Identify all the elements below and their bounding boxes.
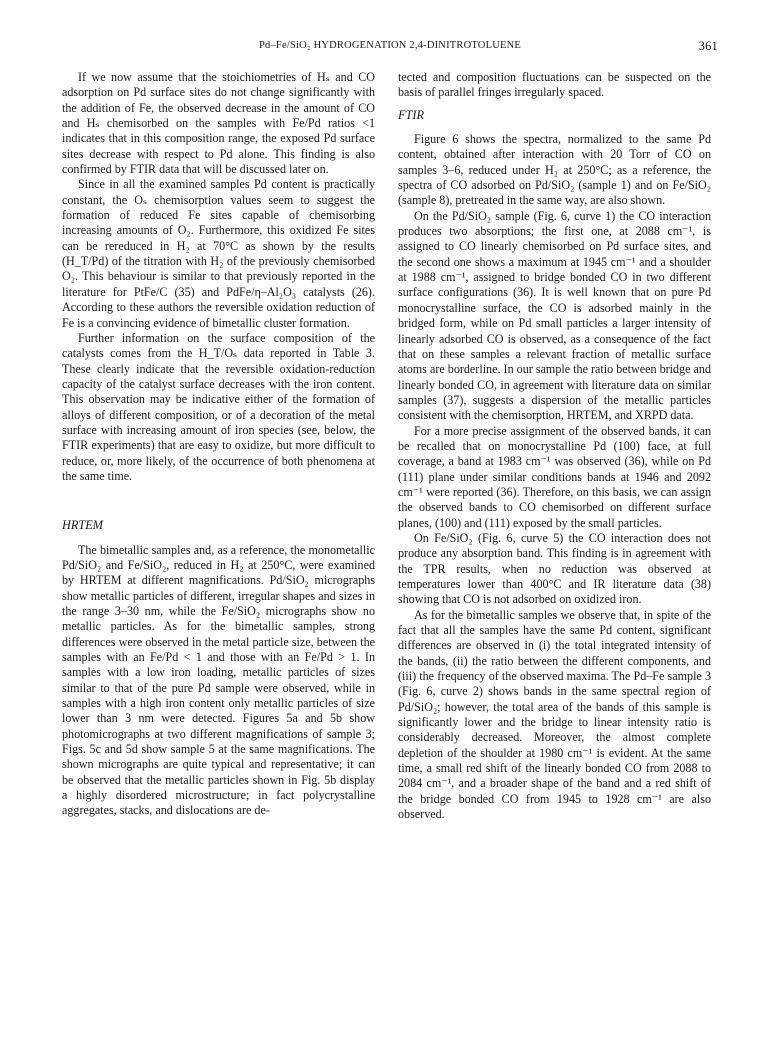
paragraph: Figure 6 shows the spectra, normalized to the same Pd content, obtained after interaction with 20 Torr of CO on samples 3–6, reduced under H₂ at 250°C; as a reference, the spectra of CO adsorbed on Pd/SiO₂ (sample 1) and on Fe/SiO₂ (sample 8), pretreated in the same way, are also shown. — [398, 132, 711, 208]
paragraph: Further information on the surface composition of the catalysts comes from the H_T/Oₛ data reported in Table 3. These clearly indicate that the reversible oxidation-reduction capacity of the catalyst surface decreases with the iron content. This observation may be indicative either of the formation of alloys of different composition, or of a decoration of the metal surface with increasing amount of iron species (see, below, the FTIR experiments) that are easy to oxidize, but more difficult to reduce, or, more likely, of the occurrence of both phenomena at the same time. — [62, 330, 375, 483]
section-spacer — [62, 484, 375, 502]
paragraph: On the Pd/SiO₂ sample (Fig. 6, curve 1) the CO interaction produces two absorptions; the first one, at 2088 cm⁻¹, is assigned to CO linearly chemisorbed on Pd surface sites, and the second one shows a maximum at 1945 cm⁻¹ and a shoulder at 1988 cm⁻¹, assigned to bridge bonded CO in two different surface configurations (36). It is well known that on pure Pd monocrystalline surface, the CO is adsorbed mainly in the bridged form, while on Pd small particles a larger intensity of linearly adsorbed CO is observed, as a consequence of the fact that on these samples a relevant fraction of metallic surface atoms are borderline. In our sample the ratio between bridge and linearly bonded CO, in agreement with literature data on similar samples (37), suggests a dispersion of the metallic particles consistent with the chemisorption, HRTEM, and XRPD data. — [398, 208, 711, 423]
paragraph: Since in all the examined samples Pd content is practically constant, the Oₛ chemisorption values seem to suggest the formation of reduced Fe sites capable of chemisorbing increasing amounts of O₂. Furthermore, this oxidized Fe sites can be rereduced in H₂ at 70°C as shown by the results (H_T/Pd) of the titration with H₂ of the previously chemisorbed O₂. This behaviour is similar to that previously reported in the literature for PtFe/C (35) and PdFe/η–Al₂O₃ catalysts (26). According to these authors the reversible oxidation reduction of Fe is a convincing evidence of bimetallic cluster formation. — [62, 177, 375, 330]
paragraph: As for the bimetallic samples we observe that, in spite of the fact that all the samples have the same Pd content, significant differences are observed in (i) the total integrated intensity of the bands, (ii) the ratio between the different components, and (iii) the frequency of the observed maxima. The Pd–Fe sample 3 (Fig. 6, curve 2) shows bands in the same spectral region of Pd/SiO₂; however, the total area of the bands of this sample is significantly lower and the bridge to linear intensity ratio is considerably decreased. Moreover, the almost complete depletion of the shoulder at 1980 cm⁻¹ is evident. At the same time, a small red shift of the linearly bonded CO from 2088 to 2084 cm⁻¹, and a broader shape of the band and a red shift of the bridge bonded CO from 1945 to 1928 cm⁻¹ are also observed. — [398, 607, 711, 822]
section-heading-hrtem: HRTEM — [62, 518, 103, 533]
paragraph-continuation: tected and composition fluctuations can be suspected on the basis of parallel fringes irregularly spaced. — [398, 70, 711, 100]
paragraph: For a more precise assignment of the observed bands, it can be recalled that on monocrystalline Pd (100) face, at full coverage, a band at 1983 cm⁻¹ was observed (36), while on Pd (111) plane under similar conditions bands at 1946 and 2092 cm⁻¹ were reported (36). Therefore, on this basis, we can assign the observed bands to CO chemisorbed on different surface planes, (100) and (111) exposed by the small particles. — [398, 423, 711, 530]
paragraph: The bimetallic samples and, as a reference, the monometallic Pd/SiO₂ and Fe/SiO₂, reduced in H₂ at 250°C, were examined by HRTEM at different magnifications. Pd/SiO₂ micrographs show metallic particles of different, irregular shapes and sizes in the range 3–30 nm, while the Fe/SiO₂ micrographs show no metallic particles. As for the bimetallic samples, strong differences were observed in the metal particle size, between the samples with an Fe/Pd < 1 and those with an Fe/Pd > 1. In samples with a low iron loading, metallic particles of sizes similar to that of the pure Pd sample were observed, while in samples with a high iron content only metallic particles of size lower than 3 nm were detected. Figures 5a and 5b show photomicrographs at two different magnifications of sample 3; Figs. 5c and 5d show sample 5 at the same magnifications. The shown micrographs are quite typical and representative; it can be observed that the metallic particles shown in Fig. 5b display a highly disordered microstructure; in fact polycrystalline aggregates, stacks, and dislocations are de- — [62, 542, 375, 818]
page-header — [62, 40, 718, 56]
section-heading-ftir: FTIR — [398, 107, 424, 122]
paragraph: If we now assume that the stoichiometries of Hₛ and CO adsorption on Pd surface sites do not change significantly with the addition of Fe, the observed decrease in the amount of CO and Hₛ chemisorbed on the samples with Fe/Pd ratios <1 indicates that in this composition range, the exposed Pd surface sites decrease with respect to Pd alone. This finding is also confirmed by FTIR data that will be discussed later on. — [62, 70, 375, 177]
right-column — [398, 70, 711, 823]
page-number: 361 — [698, 39, 718, 53]
running-head: Pd–Fe/SiO₂ HYDROGENATION 2,4-DINITROTOLUENE — [258, 40, 521, 51]
left-column — [62, 70, 375, 819]
paragraph: On Fe/SiO₂ (Fig. 6, curve 5) the CO interaction does not produce any absorption band. This finding is in agreement with the TPR results, when no reduction was observed at temperatures lower than 400°C and IR literature data (38) showing that CO is not adsorbed on oxidized iron. — [398, 530, 711, 607]
